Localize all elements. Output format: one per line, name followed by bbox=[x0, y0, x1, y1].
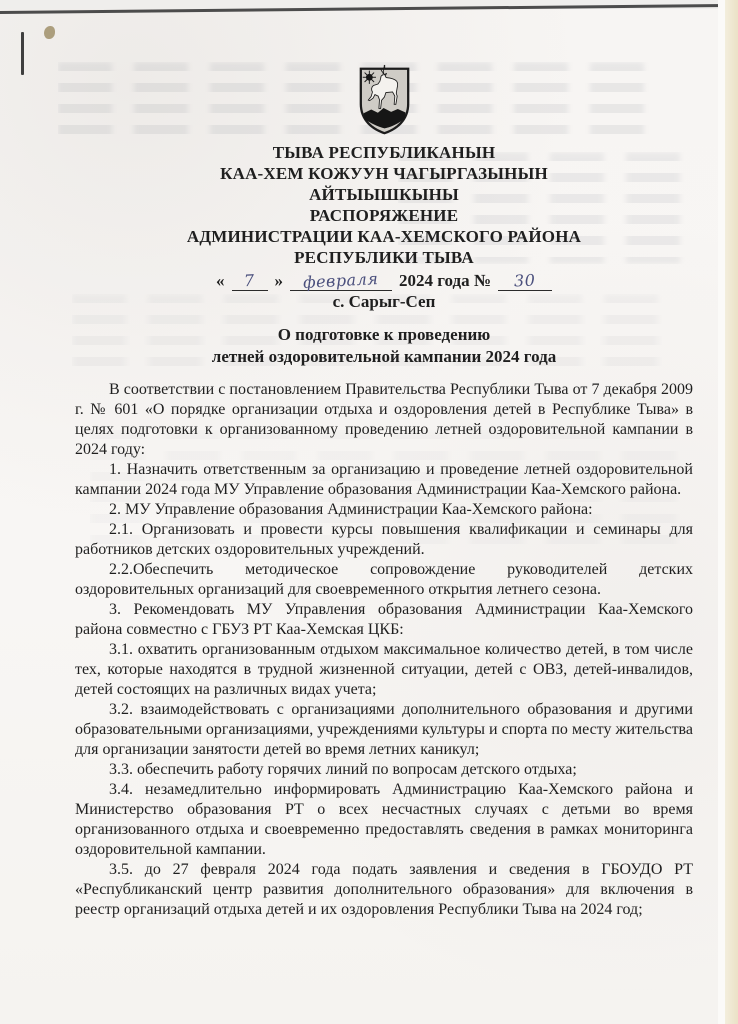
letterhead-line: АЙТЫЫШКЫНЫ bbox=[309, 185, 459, 204]
paragraph-item-3-4: 3.4. незамедлительно информировать Администрацию Каа-Хемского района и Министерство образования РТ о всех несчастных случаях с детьми во время организованного отдыха и своевременно предоставлять сведения в рамках мониторинга оздоровительной кампании. bbox=[75, 781, 693, 858]
quote-open: « bbox=[216, 271, 225, 290]
title-line: О подготовке к проведению bbox=[277, 325, 491, 344]
body-text bbox=[75, 380, 693, 920]
page-edge-band bbox=[725, 0, 738, 1024]
paragraph-item-3-5: 3.5. до 27 февраля 2024 года подать заявления и сведения в ГБОУДО РТ «Республиканский центр развития дополнительного образования» для включения в реестр организаций отдыха детей и их оздоровления Республики Тыва на 2024 год; bbox=[75, 861, 693, 918]
letterhead-line: РАСПОРЯЖЕНИЕ bbox=[309, 206, 459, 225]
document-title bbox=[75, 324, 693, 368]
paragraph-item-1: 1. Назначить ответственным за организацию и проведение летней оздоровительной кампании 2024 года МУ Управление образования Администрации Каа-Хемского района. bbox=[75, 461, 693, 498]
letterhead-line: РЕСПУБЛИКИ ТЫВА bbox=[294, 248, 474, 267]
coat-of-arms-deer-icon bbox=[356, 64, 413, 136]
paragraph-item-2: 2. МУ Управление образования Администрации Каа-Хемского района: bbox=[109, 501, 593, 518]
document-body bbox=[75, 0, 693, 920]
place-line: с. Сарыг-Сеп bbox=[332, 292, 436, 311]
number-blank bbox=[498, 272, 552, 291]
letterhead-line: КАА-ХЕМ КОЖУУН ЧАГЫРГАЗЫНЫН bbox=[220, 164, 548, 183]
page-edge-gap bbox=[718, 0, 725, 1024]
paper-stain bbox=[44, 26, 55, 39]
handwritten-month: февраля bbox=[302, 269, 380, 292]
handwritten-day: 7 bbox=[243, 270, 256, 291]
quote-close: » bbox=[274, 271, 283, 290]
paragraph-item-3-3: 3.3. обеспечить работу горячих линий по вопросам детского отдыха; bbox=[109, 761, 577, 778]
scan-artifact-line bbox=[21, 32, 24, 75]
letterhead-line: АДМИНИСТРАЦИИ КАА-ХЕМСКОГО РАЙОНА bbox=[186, 227, 582, 246]
paragraph-item-3-2: 3.2. взаимодействовать с организациями дополнительного образования и другими образовательными организациями, учреждениями культуры и спорта по месту жительства для организации занятости детей во время летних каникул; bbox=[75, 701, 693, 758]
paragraph-item-2-1: 2.1. Организовать и провести курсы повышения квалификации и семинары для работников детских оздоровительных учреждений. bbox=[75, 521, 693, 558]
date-number-line bbox=[75, 269, 693, 291]
year-number-label: 2024 года № bbox=[399, 271, 491, 290]
paragraph-item-3: 3. Рекомендовать МУ Управления образования Администрации Каа-Хемского района совместно с ГБУЗ РТ Каа-Хемская ЦКБ: bbox=[75, 601, 693, 638]
paragraph-item-3-1: 3.1. охватить организованным отдыхом максимальное количество детей, в том числе тех, которые находятся в трудной жизненной ситуации, детей с ОВЗ, детей-инвалидов, детей состоящих на различных видах учета; bbox=[75, 641, 693, 698]
paragraph-item-2-2: 2.2.Обеспечить методическое сопровождение руководителей детских оздоровительных организаций для своевременного открытия летнего сезона. bbox=[75, 561, 693, 598]
month-blank bbox=[290, 269, 392, 292]
handwritten-number: 30 bbox=[513, 270, 537, 291]
letterhead bbox=[75, 142, 693, 268]
letterhead-line: ТЫВА РЕСПУБЛИКАНЫН bbox=[272, 143, 496, 162]
title-line: летней оздоровительной кампании 2024 года bbox=[211, 347, 557, 366]
day-blank bbox=[232, 272, 268, 291]
paragraph-intro: В соответствии с постановлением Правительства Республики Тыва от 7 декабря 2009 г. № 601 «О порядке организации отдыха и оздоровления детей в Республике Тыва» в целях подготовки к организованному проведению летней оздоровительной кампании в 2024 году: bbox=[75, 381, 693, 458]
